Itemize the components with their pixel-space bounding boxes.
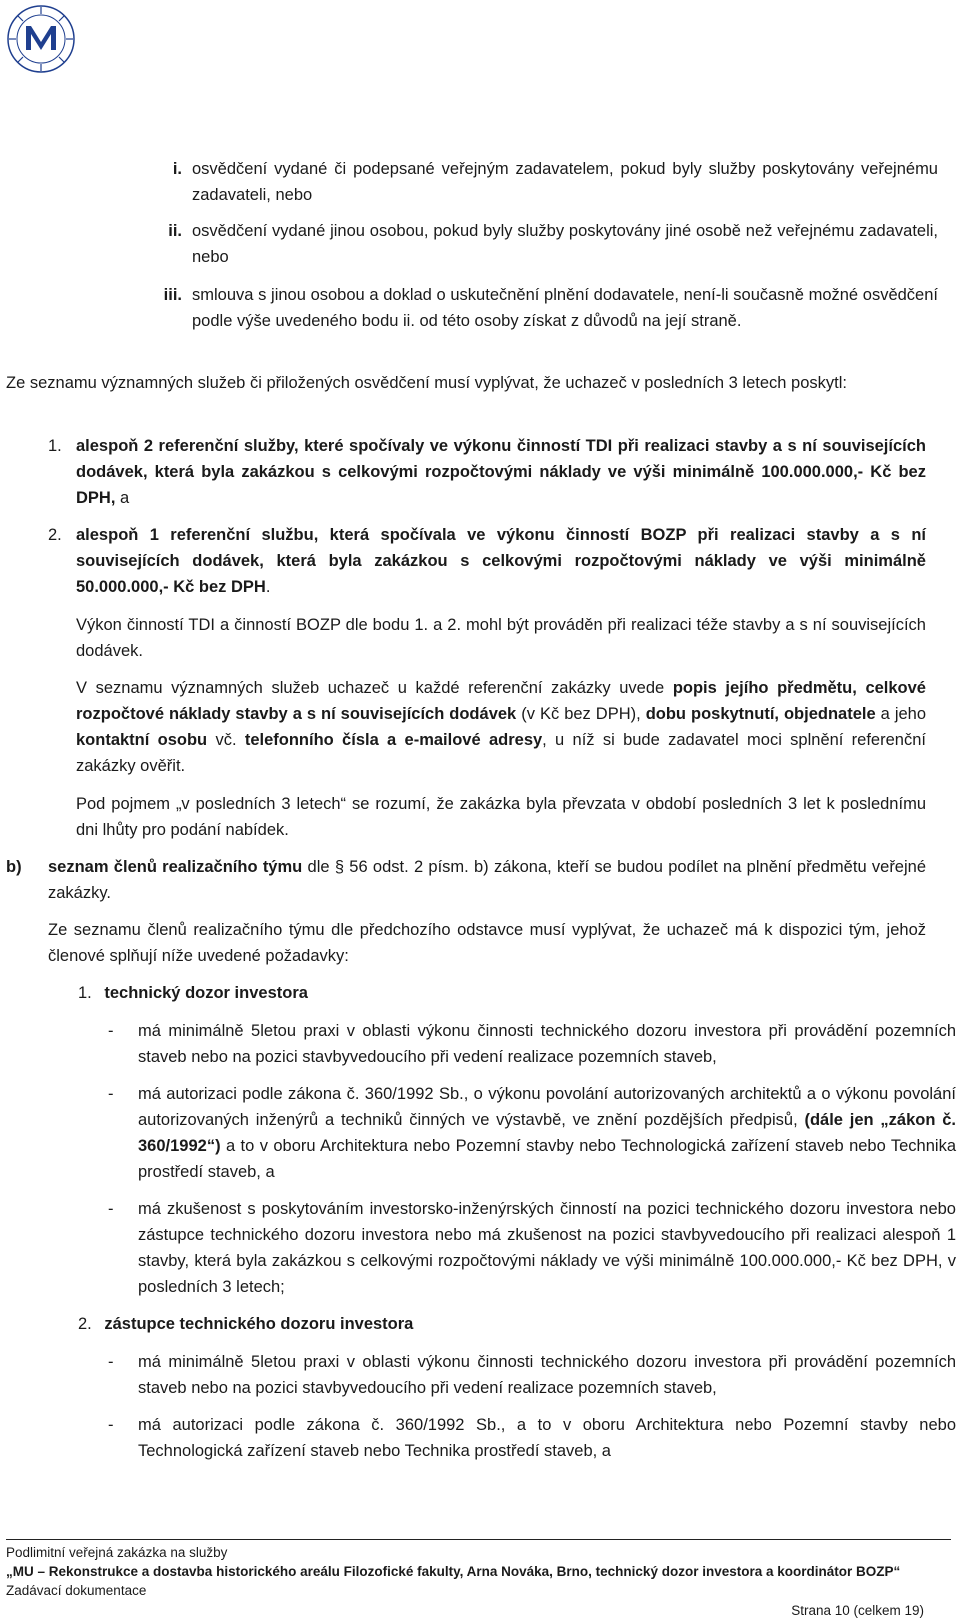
section-text: dle § 56 odst. 2 písm. b) zákona, kteří se budou podílet na plnění předmětu veřejné zakázky.: [48, 858, 927, 902]
requirement-item: [108, 1412, 956, 1464]
requirement-text: má autorizaci podle zákona č. 360/1992 Sb., a to v oboru Architektura nebo Pozemní stavby nebo Technologická zařízení staveb nebo Technika prostředí staveb, a: [138, 1416, 956, 1460]
text-span: a to v oboru Architektura nebo Pozemní stavby nebo Technologická zařízení staveb nebo Technika prostředí staveb, a: [138, 1137, 956, 1181]
text-span: V seznamu významných služeb uchazeč u každé referenční zakázky uvede: [76, 679, 673, 697]
reference-item-1: [48, 433, 926, 511]
text-span: má autorizaci podle zákona č. 360/1992 Sb., o výkonu povolání autorizovaných architektů a o výkonu povolání autorizovaných inženýrů a techniků činných ve výstavbě, ve znění pozdějších předpisů,: [138, 1085, 956, 1129]
reference-text: alespoň 2 referenční služby, které spočívaly ve výkonu činností TDI při realizaci stavby a s ní souvisejících dodávek, která byla zakázkou s celkovými rozpočtovými náklady ve výši minimálně 100.000.000,- Kč bez DPH,: [76, 437, 926, 507]
requirement-item: [108, 1196, 956, 1300]
roman-item-1: [148, 156, 938, 208]
requirement-text: má minimálně 5letou praxi v oblasti výkonu činnosti technického dozoru investora při provádění pozemních staveb nebo na pozici stavbyvedoucího při vedení realizace pozemních staveb,: [138, 1022, 956, 1066]
footer-line-1: Podlimitní veřejná zakázka na služby: [6, 1545, 228, 1560]
bold-span: popis jejího předmětu, celkové rozpočtové náklady stavby a s ní souvisejících dodávek: [76, 679, 926, 723]
bold-span: (dále jen „zákon č. 360/1992“): [138, 1111, 957, 1155]
reference-item-2: [48, 522, 926, 600]
section-title: seznam členů realizačního týmu: [48, 858, 303, 876]
section-b: [6, 854, 926, 906]
intro-paragraph: Ze seznamu významných služeb či přiložených osvědčení musí vyplývat, že uchazeč v posledních 3 letech poskytl:: [6, 374, 847, 392]
text-span: vč.: [207, 731, 245, 749]
text-span: a jeho: [875, 705, 927, 723]
reference-tail: .: [265, 578, 271, 596]
roman-item-2: [148, 218, 938, 270]
paragraph-vykon: Výkon činností TDI a činností BOZP dle bodu 1. a 2. mohl být prováděn při realizaci téže stavby a s ní souvisejících dodávek.: [76, 616, 926, 660]
bold-span: kontaktní osobu: [76, 731, 208, 749]
requirement-text: má minimálně 5letou praxi v oblasti výkonu činnosti technického dozoru investora při provádění pozemních staveb nebo na pozici stavbyvedoucího při vedení realizace pozemních staveb,: [138, 1353, 956, 1397]
requirement-item: [108, 1349, 956, 1401]
roman-item-3: [148, 282, 938, 334]
requirement-text: má zkušenost s poskytováním investorsko-inženýrských činností na pozici technického dozoru investora nebo zástupce technického dozoru investora nebo má zkušenost na pozici stavbyvedoucího při realizaci alespoň 1 stavby, která byla zakázkou s celkovými rozpočtovými náklady ve výši minimálně 100.000.000,- Kč bez DPH, v posledních 3 letech;: [138, 1200, 956, 1296]
roman-item-text: osvědčení vydané jinou osobou, pokud byly služby poskytovány jiné osobě než veřejnému zadavateli, nebo: [192, 222, 938, 266]
team-role-number: 1.: [78, 984, 92, 1002]
bold-span: dobu poskytnutí, objednatele: [645, 705, 876, 723]
team-role-1: [78, 980, 938, 1006]
dash-bullet: -: [108, 1022, 114, 1040]
reference-text: alespoň 1 referenční službu, která spočívala ve výkonu činností BOZP při realizaci stavby a s ní souvisejících dodávek, která byla zakázkou s celkovými rozpočtovými náklady ve výši minimálně 50.000.000,- Kč bez DPH: [76, 526, 926, 596]
footer-line-2: „MU – Rekonstrukce a dostavba historického areálu Filozofické fakulty, Arna Nováka, Brno, technický dozor investora a koordinátor BOZP“: [6, 1564, 901, 1579]
page-footer: [6, 1543, 951, 1600]
roman-item-number: iii.: [163, 286, 182, 304]
footer-line-3: Zadávací dokumentace: [6, 1583, 147, 1598]
roman-item-number: ii.: [168, 222, 182, 240]
paragraph-pojem: Pod pojmem „v posledních 3 letech“ se rozumí, že zakázka byla převzata v období posledních 3 let k poslednímu dni lhůty pro podání nabídek.: [76, 795, 926, 839]
roman-item-text: osvědčení vydané či podepsané veřejným zadavatelem, pokud byly služby poskytovány veřejnému zadavateli, nebo: [192, 160, 938, 204]
dash-bullet: -: [108, 1200, 114, 1218]
paragraph-tym: Ze seznamu členů realizačního týmu dle předchozího odstavce musí vyplývat, že uchazeč má k dispozici tým, jehož členové splňují níže uvedené požadavky:: [48, 921, 926, 965]
text-span: (v Kč bez DPH),: [516, 705, 646, 723]
dash-bullet: -: [108, 1353, 114, 1371]
reference-tail: a: [115, 489, 130, 507]
page-number: Strana 10 (celkem 19): [791, 1603, 924, 1618]
requirement-item: [108, 1081, 956, 1185]
reference-number: 1.: [48, 437, 62, 455]
team-role-2: [78, 1311, 938, 1337]
bold-span: telefonního čísla a e-mailové adresy: [244, 731, 543, 749]
roman-item-number: i.: [172, 160, 182, 178]
roman-item-text: smlouva s jinou osobou a doklad o uskutečnění plnění dodavatele, není-li současně možné osvědčení podle výše uvedeného bodu ii. od této osoby získat z důvodů na její straně.: [192, 286, 938, 330]
team-role-title: technický dozor investora: [104, 984, 308, 1002]
team-role-number: 2.: [78, 1315, 92, 1333]
paragraph-seznam: [76, 675, 926, 779]
text-span: , u níž si bude zadavatel moci splnění referenční zakázky ověřit.: [76, 731, 926, 775]
dash-bullet: -: [108, 1416, 114, 1434]
team-role-title: zástupce technického dozoru investora: [104, 1315, 414, 1333]
reference-number: 2.: [48, 526, 62, 544]
dash-bullet: -: [108, 1085, 114, 1103]
section-label: b): [6, 858, 22, 876]
requirement-item: [108, 1018, 956, 1070]
footer-divider: [6, 1539, 951, 1540]
university-logo: [6, 4, 76, 74]
requirement-text: [138, 1081, 956, 1185]
